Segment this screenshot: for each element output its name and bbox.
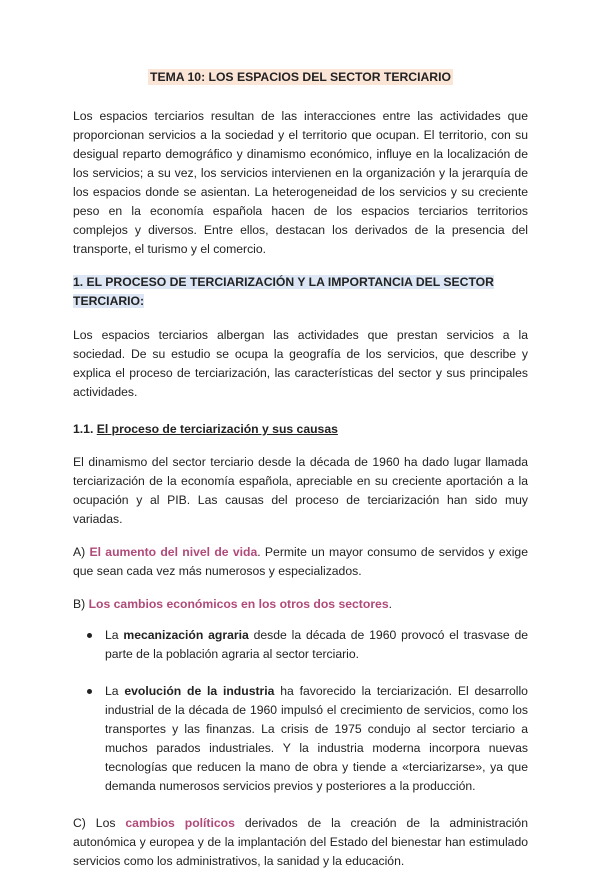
- list-item-pre: La: [105, 684, 125, 698]
- section-1-1-title: El proceso de terciarización y sus causas: [96, 422, 338, 436]
- cause-b-list: [73, 626, 528, 796]
- section-1-1-number: 1.1.: [73, 422, 94, 436]
- page-title: [73, 68, 528, 87]
- list-item: [73, 626, 528, 664]
- list-item: [73, 682, 528, 796]
- page-title-text: TEMA 10: LOS ESPACIOS DEL SECTOR TERCIARIO: [150, 70, 451, 84]
- cause-c-text: derivados de la creación de la administración autonómica y europea y de la implantación del Estado del bienestar han estimulado servicios como los administrativos, la sanidad y la educación.: [73, 816, 528, 868]
- list-item-bold: evolución de la industria: [124, 684, 275, 698]
- section-1-heading: [73, 273, 528, 311]
- cause-a-paragraph: [73, 543, 528, 581]
- section-1-heading-text: 1. EL PROCESO DE TERCIARIZACIÓN Y LA IMPORTANCIA DEL SECTOR TERCIARIO:: [73, 275, 494, 308]
- list-item-text: desde la década de 1960 provocó el trasvase de parte de la población agraria al sector terciario.: [105, 628, 529, 661]
- bullet-icon: [87, 689, 92, 694]
- bullet-icon: [87, 633, 92, 638]
- cause-b-text: .: [388, 597, 393, 611]
- section-1-paragraph: Los espacios terciarios albergan las actividades que prestan servicios a la sociedad. De su estudio se ocupa la geografía de los servicios, que describe y explica el proceso de terciarización, las características del sector y sus principales actividades.: [73, 328, 528, 399]
- section-1-1-paragraph: El dinamismo del sector terciario desde la década de 1960 ha dado lugar llamada terciarización de la economía española, apreciable en su creciente aportación a la ocupación y al PIB. Las causas del proceso de terciarización han sido muy variadas.: [73, 455, 528, 526]
- cause-a-prefix: A): [73, 545, 90, 559]
- cause-a-text: . Permite un mayor consumo de servidos y exige que sean cada vez más numerosos y especializados.: [73, 545, 528, 578]
- cause-c-paragraph: [73, 814, 528, 871]
- intro-paragraph: Los espacios terciarios resultan de las interacciones entre las actividades que proporcionan servicios a la sociedad y el territorio que ocupan. El territorio, con su desigual reparto demográfico y dinamismo económico, influye en la localización de los servicios; a su vez, los servicios intervienen en la organización y la jerarquía de los espacios donde se asientan. La heterogeneidad de los servicios y su creciente peso en la economía española hacen de los espacios terciarios territorios complejos y diversos. Entre ellos, destacan los derivados de la presencia del transporte, el turismo y el comercio.: [73, 109, 528, 256]
- cause-b-highlight: Los cambios económicos en los otros dos sectores: [88, 597, 389, 611]
- cause-a-highlight: El aumento del nivel de vida: [89, 545, 258, 559]
- cause-b-prefix: B): [73, 597, 89, 611]
- list-item-text: ha favorecido la terciarización. El desarrollo industrial de la década de 1960 impulsó el crecimiento de servicios, como los transportes y las finanzas. La crisis de 1975 condujo al sector terciario a muchos parados industriales. Y la industria moderna incorpora nuevas tecnologías que reducen la mano de obra y tiende a «terciarizarse», ya que demanda numerosos servicios previos y posteriores a la producción.: [105, 684, 528, 793]
- document-content: [73, 68, 528, 871]
- cause-b-paragraph: [73, 595, 528, 614]
- list-item-pre: La: [105, 628, 124, 642]
- cause-c-highlight: cambios políticos: [125, 816, 235, 830]
- list-item-bold: mecanización agraria: [123, 628, 249, 642]
- section-1-1-heading: [73, 420, 528, 439]
- cause-c-prefix: C) Los: [73, 816, 126, 830]
